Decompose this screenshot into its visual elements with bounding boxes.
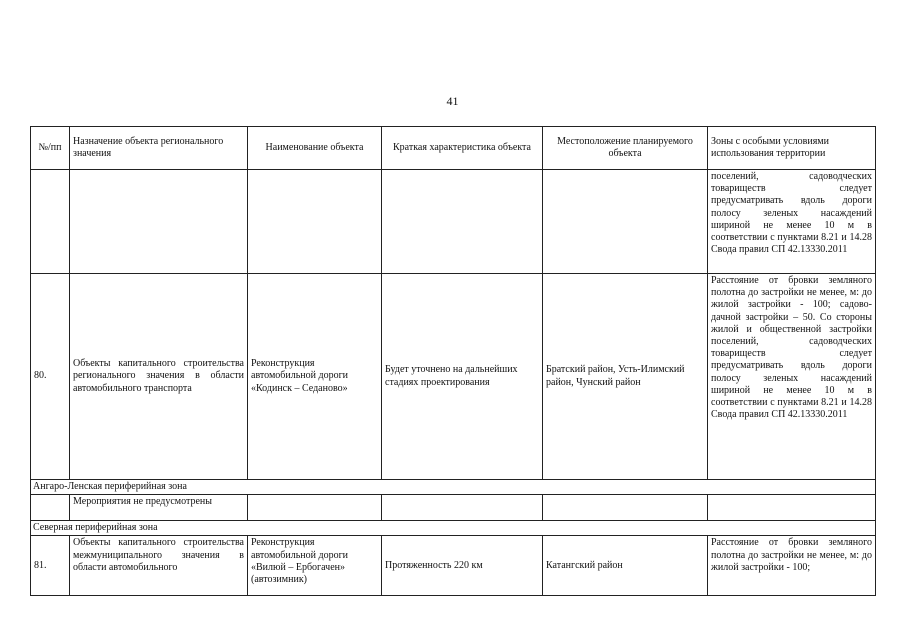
row-number: 80. — [31, 274, 70, 480]
header-name: Наименование объекта — [248, 127, 382, 170]
zones-cell: поселений, садоводческих товариществ следует предусматривать вдоль дороги полосу зеленых насаждений шириной не менее 10 м в соответствии с пунктами 8.21 и 14.28 Свода правил СП 42.13330.2011 — [708, 170, 876, 274]
purpose-cell: Мероприятия не предусмотрены — [70, 495, 248, 521]
zones-cell: Расстояние от бровки земляного полотна до застройки не менее, м: до жилой застройки - 100; — [708, 536, 876, 596]
header-zones: Зоны с особыми условиями использования территории — [708, 127, 876, 170]
header-location: Местоположение планируемого объекта — [543, 127, 708, 170]
header-num: №/пп — [31, 127, 70, 170]
zone-heading-row — [31, 480, 876, 495]
characteristic-cell: Будет уточнено на дальнейших стадиях проектирования — [382, 274, 543, 480]
table-row-81 — [31, 536, 876, 596]
table-header-row — [31, 127, 876, 170]
table-row-80 — [31, 274, 876, 480]
zone-heading-north: Северная периферийная зона — [31, 521, 876, 536]
header-characteristic: Краткая характеристика объекта — [382, 127, 543, 170]
zones-cell: Расстояние от бровки земляного полотна до застройки не менее, м: до жилой застройки - 100; садово-дачной застройки – 50. Со стороны жилой и общественной застройки поселений, садоводческих товариществ следует предусматривать вдоль дороги полосу зеленых насаждений шириной не менее 10 м в соответствии с пунктами 8.21 и 14.28 Свода правил СП 42.13330.2011 — [708, 274, 876, 480]
location-cell: Братский район, Усть-Илимский район, Чунский район — [543, 274, 708, 480]
table-row-angaro — [31, 495, 876, 521]
row-number: 81. — [31, 536, 70, 596]
purpose-cell: Объекты капитального строительства регионального значения в области автомобильного транспорта — [70, 274, 248, 480]
name-cell: Реконструкция автомобильной дороги «Вилюй – Ербогачен» (автозимник) — [248, 536, 382, 596]
zone-heading-row — [31, 521, 876, 536]
page-number: 41 — [446, 94, 459, 108]
header-purpose: Назначение объекта регионального значения — [70, 127, 248, 170]
characteristic-cell: Протяженность 220 км — [382, 536, 543, 596]
name-cell: Реконструкция автомобильной дороги «Кодинск – Седаново» — [248, 274, 382, 480]
purpose-cell: Объекты капитального строительства межмуниципального значения в области автомобильного — [70, 536, 248, 596]
table-row-continued — [31, 170, 876, 274]
regional-objects-table — [30, 126, 876, 596]
location-cell: Катангский район — [543, 536, 708, 596]
zone-heading-angaro: Ангаро-Ленская периферийная зона — [31, 480, 876, 495]
